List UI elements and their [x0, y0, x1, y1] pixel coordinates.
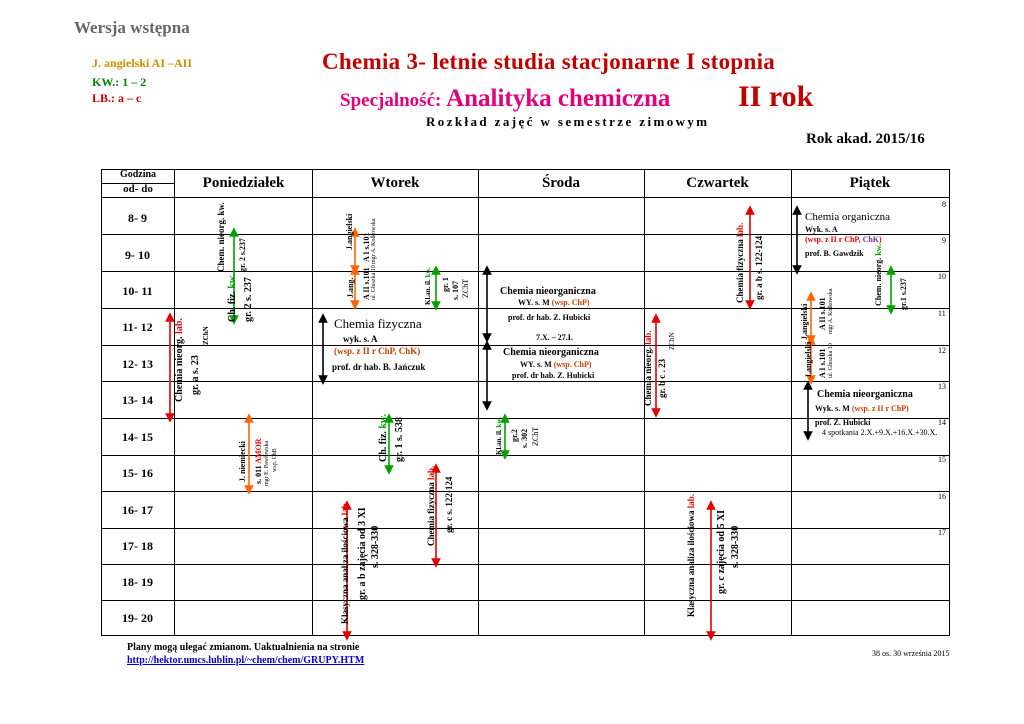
groups-link[interactable]: http://hektor.umcs.lublin.pl/~chem/chem/GRUPY.HTM: [127, 655, 365, 666]
hour-label: 11- 12: [122, 320, 153, 334]
hour-label: 15- 16: [122, 466, 153, 480]
subtitle: Rozkład zajęć w semestrze zimowym: [426, 114, 710, 129]
footer-note: [127, 641, 364, 667]
mon-jniem-dept: wsp. ChB: [272, 448, 278, 472]
tue-jang1-room: A I s.101: [362, 232, 371, 262]
page-title: Chemia 3- letnie studia stacjonarne I stopnia: [322, 49, 776, 74]
thu-klas-lab-room2: s. 328-330: [730, 525, 741, 568]
wed-dates: 7.X. – 27.I.: [536, 333, 573, 342]
tue-chfiz: Chemia fizyczna: [334, 316, 422, 331]
hour-label: 14- 15: [122, 430, 153, 444]
wyk: WY. s. M: [520, 360, 552, 369]
wed-klan-kw-dept: ZChT: [531, 426, 540, 446]
thu-chfiz-lab: Chemia fizyczna lab.: [735, 222, 745, 303]
tue-klas-lab: Klasyczna analiza ilościowa lab.: [340, 500, 350, 624]
tue-chfiz-wyk: wyk. s. A: [343, 334, 378, 344]
draft-label: Wersja wstępna: [74, 18, 190, 37]
fri-cho-prof: prof. B. Gawdzik: [805, 249, 864, 258]
tue-chfiz-kw-room: gr. 1 s. 538: [394, 417, 405, 462]
thu-chfiz-lab-room: gr. a b s. 122-124: [754, 235, 764, 300]
day-thursday: Czwartek: [686, 175, 749, 191]
thu-klas-lab-room: gr. c zajęcia od 5 XI: [716, 509, 727, 594]
fri-chn: Chemia nieorganiczna: [817, 389, 913, 400]
wed-klan-kw: Kl.an. il. kw.: [495, 417, 503, 455]
tue-klan-kw-room: gr. 1: [441, 277, 450, 292]
mon-chn-kw: [216, 202, 226, 272]
hour-label: 16- 17: [122, 503, 153, 517]
thu-chn-lab-dept: ZChN: [668, 332, 676, 350]
mon-chn-kw-room: gr. 2 s.237: [238, 238, 247, 272]
hour-header-bottom: od- do: [123, 183, 153, 195]
kw-groups: KW.: 1 – 2: [92, 75, 147, 89]
tue-jang2-room: A II s.101: [362, 267, 371, 300]
tue-chfiz-lab: Chemia fizyczna lab.: [426, 465, 436, 546]
hour-number: 9: [942, 236, 946, 245]
mon-chfiz-kw: Ch. fiz. kw.: [227, 273, 238, 322]
hour-number: 17: [938, 528, 946, 537]
hour-number: 8: [942, 200, 946, 209]
tue-chfiz-prof: prof. dr hab. B. Jańczuk: [332, 362, 426, 372]
tue-jang1: J.angielski: [345, 213, 354, 250]
fri-jang1-room: A II s.101: [818, 297, 827, 330]
tue-klan-kw: Kl.an. il. kw.: [424, 267, 432, 305]
hour-label: 13- 14: [122, 393, 153, 407]
hour-label: 12- 13: [122, 357, 153, 371]
tue-chfiz-groups: (wsp. z II r ChP, ChK): [334, 346, 421, 356]
footer-stamp: 38 os. 30 września 2015: [872, 649, 950, 658]
spec-name: Analityka chemiczna: [446, 85, 671, 112]
academic-year: Rok akad. 2015/16: [806, 131, 925, 147]
hour-number: 11: [938, 309, 946, 318]
fri-cho-groups: [805, 235, 882, 244]
tue-jang2: J.ang.: [346, 277, 355, 298]
fri-chn-dates: 4 spotkania 2.X.+9.X.+16.X.+30.X.: [822, 428, 938, 437]
fri-cho-wyk: Wyk. s. A: [805, 225, 838, 234]
groups-pre: (wsp. z II r ChP,: [805, 235, 861, 244]
tue-klan-kw-room2: s. 107: [451, 280, 460, 300]
thu-klas-lab: Klasyczna analiza ilościowa lab.: [686, 493, 696, 617]
wed-chn2: Chemia nieorganiczna: [503, 347, 599, 358]
room: s. 011: [254, 465, 263, 484]
spec-label: Specjalność:: [340, 90, 442, 111]
fri-chn-wyk: [815, 404, 909, 413]
wyk: WY. s. M: [518, 298, 550, 307]
hour-label: 10- 11: [122, 284, 153, 298]
mon-jniem-room: [254, 438, 263, 484]
fri-jang2-teacher: ul. Głuszka 10: [828, 343, 834, 378]
wyk: Wyk. s. M: [815, 404, 850, 413]
tue-chfiz-lab-room: gr. c s. 122-124: [444, 476, 454, 533]
wed-chn1-wyk: [518, 298, 590, 307]
hour-number: 15: [938, 455, 946, 464]
mon-chn-lab-dept: ZChN: [202, 326, 210, 345]
day-friday: Piątek: [849, 175, 891, 191]
groups: (wsp. z II r ChP): [851, 404, 909, 413]
tue-klas-lab-room2: s. 328-330: [370, 525, 381, 568]
hour-number: 16: [938, 492, 946, 501]
mon-jniem: J. niemiecki: [238, 441, 247, 482]
wed-klan-kw-room2: s. 302: [520, 428, 529, 448]
hour-number: 13: [938, 382, 946, 391]
lab-groups: LB.: a – c: [92, 91, 142, 105]
fri-chn-prof: prof. Z. Hubicki: [815, 418, 871, 427]
wed-chn1: Chemia nieorganiczna: [500, 286, 596, 297]
hour-number: 14: [938, 418, 946, 427]
hour-label: 19- 20: [122, 611, 153, 625]
amor: AMOR: [254, 438, 263, 464]
wed-chn2-prof: prof. dr hab. Z. Hubicki: [512, 371, 595, 380]
fri-chn-kw: Chem. nieorg. kw.: [874, 243, 883, 306]
hour-number: 12: [938, 346, 946, 355]
hour-label: 18- 19: [122, 575, 153, 589]
wed-chn1-prof: prof. dr hab. Z. Hubicki: [508, 313, 591, 322]
fri-cho: Chemia organiczna: [805, 211, 891, 223]
groups: (wsp. ChP): [551, 298, 590, 307]
groups: (wsp. ChP): [553, 360, 592, 369]
tue-jang1-teacher: mgr A. Kołkowska: [371, 218, 377, 264]
mon-chn-lab-room: gr. a s. 23: [190, 355, 201, 395]
mon-jniem-teacher: mgr E. Pawłowska: [264, 440, 270, 486]
class-title: Chem. nieorg. kw.: [216, 202, 226, 272]
hour-label: 9- 10: [125, 248, 150, 262]
tue-klan-kw-dept: ZChT: [461, 278, 470, 298]
hour-label: 17- 18: [122, 539, 153, 553]
groups-chk: ChK: [862, 235, 880, 244]
footer-line: Plany mogą ulegać zmianom. Uaktualnienia na stronie: [127, 642, 360, 653]
fri-jang2: J.angielski: [804, 341, 813, 378]
groups-post: ): [879, 235, 882, 244]
tue-chfiz-kw: Ch. fiz. kw.: [378, 413, 389, 462]
hour-label: 8- 9: [128, 211, 147, 225]
mon-chfiz-kw-room: gr. 2 s. 237: [243, 277, 254, 322]
thu-chn-lab: Chemia nieorg. lab.: [643, 330, 653, 406]
fri-chn-kw-room: gr.1 s.237: [899, 278, 908, 310]
fri-jang1: J.angielski: [800, 303, 809, 340]
year-label: II rok: [738, 80, 814, 113]
day-wednesday: Środa: [541, 175, 581, 191]
tue-jang2-teacher: ul. Głuszka 10: [371, 265, 377, 300]
wed-chn2-wyk: [520, 360, 592, 369]
day-tuesday: Wtorek: [370, 175, 420, 191]
english-groups: J. angielski AI –AII: [92, 56, 193, 70]
fri-jang1-teacher: mgr A. Kołkowska: [828, 288, 834, 334]
hour-number: 10: [938, 272, 946, 281]
thu-chn-lab-room: gr. b c . 23: [657, 358, 667, 398]
hour-header-top: Godzina: [119, 169, 157, 180]
fri-jang2-room: A I s.101: [818, 348, 827, 378]
tue-klas-lab-room: gr. a b zajęcia od 3 XI: [357, 507, 368, 600]
mon-chn-lab: Chemia nieorg. lab.: [174, 318, 185, 402]
wed-klan-kw-room: gr.2: [510, 429, 519, 442]
day-monday: Poniedziałek: [202, 175, 285, 191]
